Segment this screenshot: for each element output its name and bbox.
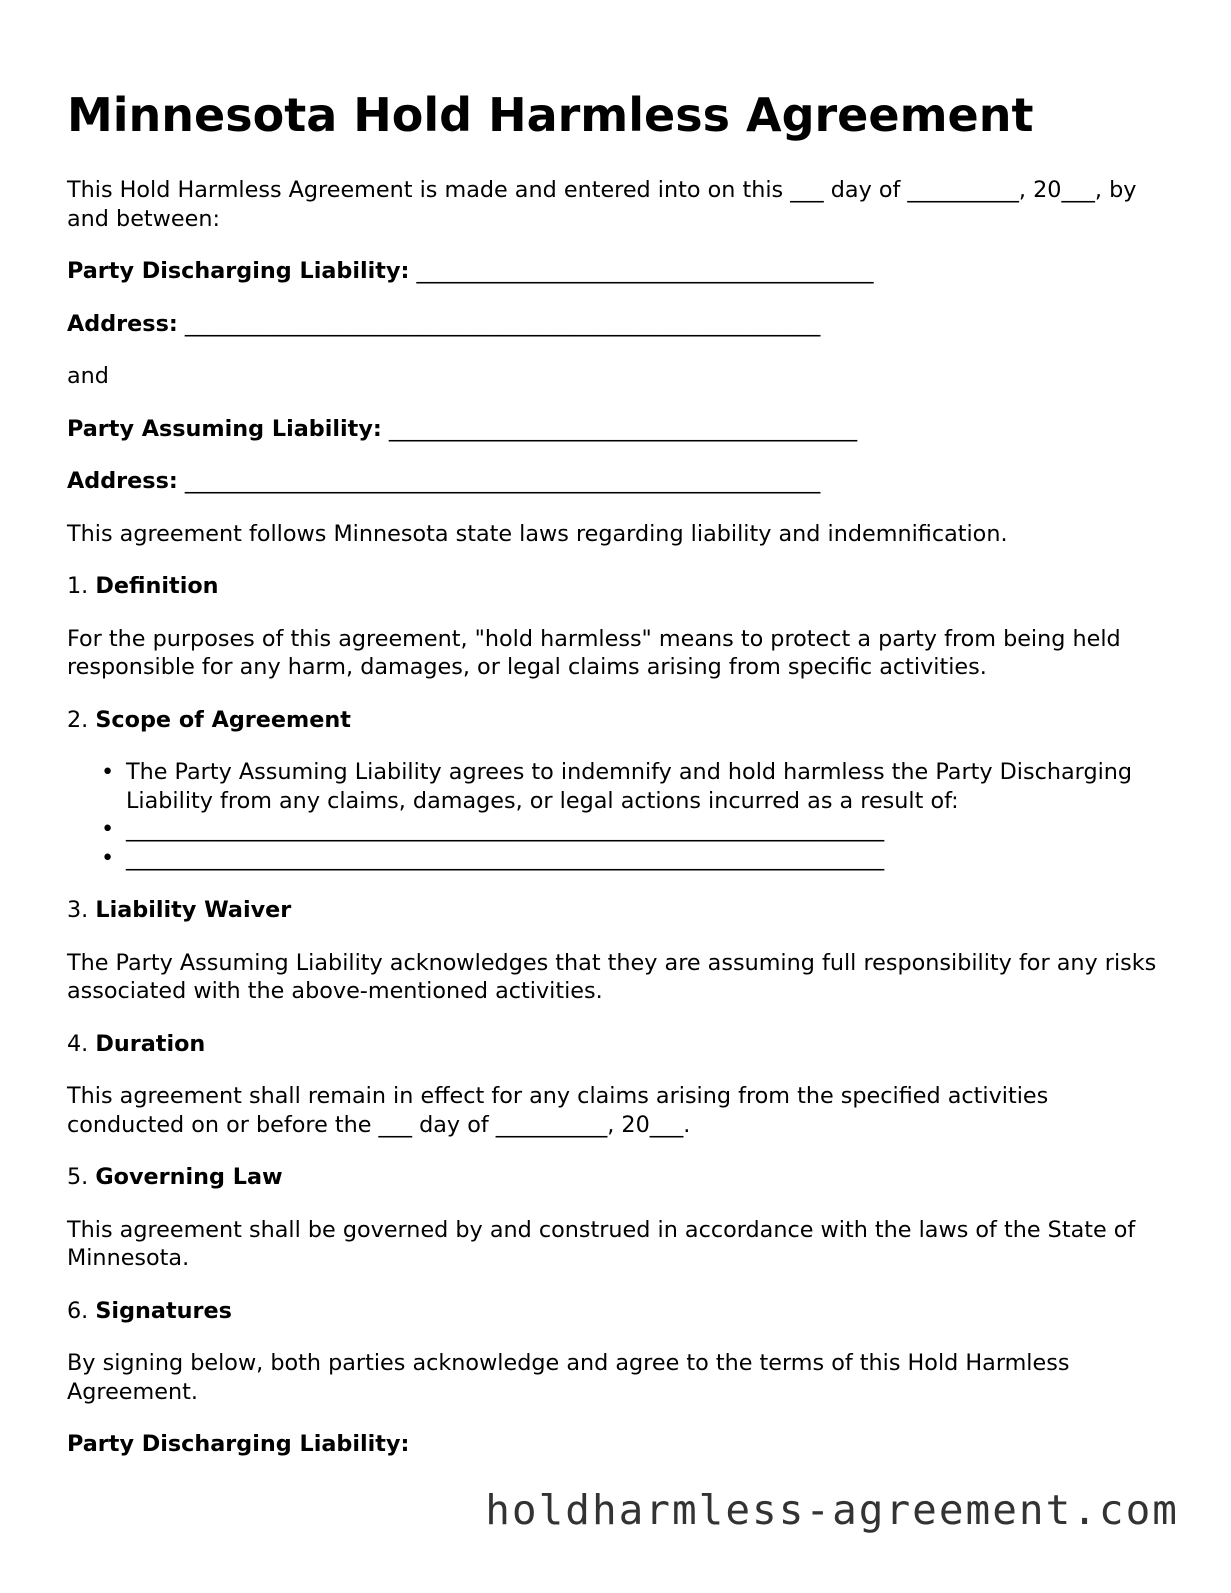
discharging-party-line xyxy=(67,257,1167,286)
document-title: Minnesota Hold Harmless Agreement xyxy=(67,88,1034,142)
section-body: The Party Assuming Liability acknowledges that they are assuming full responsibility for any risks associated with the above-mentioned activities. xyxy=(67,949,1157,1004)
discharging-party-blank: _________________________________________ xyxy=(416,258,874,284)
assuming-address-blank: _________________________________________________________ xyxy=(184,468,821,494)
list-item: • The Party Assuming Liability agrees to indemnify and hold harmless the Party Discharging Liability from any claims, damages, or legal actions incurred as a result of: xyxy=(126,758,1167,815)
assuming-party-blank: __________________________________________ xyxy=(388,415,858,442)
assuming-address-label: Address: xyxy=(67,468,178,494)
section-heading xyxy=(67,896,1167,925)
section-heading xyxy=(67,572,1167,601)
watermark: holdharmless-agreement.com xyxy=(485,1486,1179,1534)
and-text: and xyxy=(67,363,109,389)
section-title: Scope of Agreement xyxy=(95,706,351,733)
signature-label: Party Discharging Liability: xyxy=(67,1431,410,1457)
section-title: Duration xyxy=(95,1030,206,1057)
intro-paragraph: This Hold Harmless Agreement is made and entered into on this ___ day of __________, 20___, by and between: xyxy=(67,177,1137,232)
section-heading xyxy=(67,1297,1167,1326)
section-number: 3. xyxy=(67,897,89,923)
scope-list xyxy=(67,758,1167,872)
list-item-blank: • ____________________________________________________________________ xyxy=(126,815,1167,844)
section-body: For the purposes of this agreement, "hold harmless" means to protect a party from being held responsible for any harm, damages, or legal claims arising from specific activities. xyxy=(67,625,1121,680)
document xyxy=(67,82,1167,1459)
section-heading xyxy=(67,1163,1167,1192)
section-title: Definition xyxy=(95,573,219,599)
discharging-party-label: Party Discharging Liability: xyxy=(67,258,410,284)
section-number: 6. xyxy=(67,1297,89,1324)
section-title: Governing Law xyxy=(95,1164,283,1190)
list-item-blank: • ____________________________________________________________________ xyxy=(126,844,1167,873)
laws-statement: This agreement follows Minnesota state laws regarding liability and indemnification. xyxy=(67,520,1008,547)
section-number: 2. xyxy=(67,706,89,733)
section-heading xyxy=(67,706,1167,735)
section-body: This agreement shall be governed by and construed in accordance with the laws of the State of Minnesota. xyxy=(67,1216,1136,1271)
assuming-address-line xyxy=(67,467,1167,496)
section-number: 5. xyxy=(67,1164,89,1190)
section-title: Liability Waiver xyxy=(95,897,292,923)
section-title: Signatures xyxy=(95,1297,232,1324)
section-number: 1. xyxy=(67,573,89,599)
section-heading xyxy=(67,1030,1167,1059)
assuming-party-line xyxy=(67,415,1167,444)
section-body: By signing below, both parties acknowledge and agree to the terms of this Hold Harmless Agreement. xyxy=(67,1350,1070,1405)
discharging-address-blank: _________________________________________________________ xyxy=(184,310,821,337)
discharging-address-line xyxy=(67,310,1167,339)
discharging-address-label: Address: xyxy=(67,310,178,337)
section-number: 4. xyxy=(67,1030,89,1057)
assuming-party-label: Party Assuming Liability: xyxy=(67,415,382,442)
section-body: This agreement shall remain in effect for any claims arising from the specified activities conducted on or before the ___ day of __________, 20___. xyxy=(67,1083,1049,1138)
